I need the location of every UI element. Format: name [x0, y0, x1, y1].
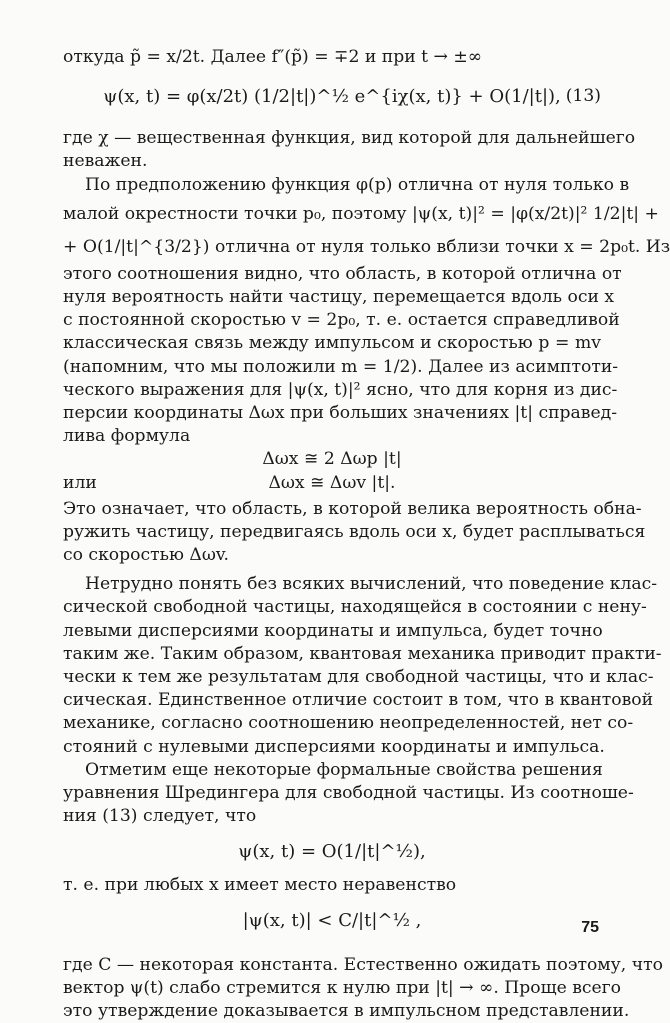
text-line: т. е. при любых x имеет место неравенство	[63, 875, 457, 896]
text-line: ния (13) следует, что	[63, 806, 257, 827]
text-line: со скоростью Δωv.	[63, 545, 229, 566]
formula-bound-1	[63, 828, 601, 874]
text-line: нуля вероятность найти частицу, перемещается вдоль оси x	[63, 287, 615, 308]
text-line: уравнения Шредингера для свободной частицы. Из соотноше-	[63, 783, 634, 804]
formula-delta-2-row	[63, 472, 601, 498]
text-line: персии координаты Δωx при больших значениях |t| справед-	[63, 403, 618, 424]
formula-13	[63, 69, 601, 127]
text-line: где χ — вещественная функция, вид которой для дальнейшего	[63, 128, 636, 149]
text-line: Отметим еще некоторые формальные свойства решения	[85, 759, 603, 780]
text-line: это утверждение доказывается в импульсном представлении.	[63, 1001, 630, 1022]
text-line: сическая. Единственное отличие состоит в том, что в квантовой	[63, 690, 654, 711]
equation: ψ(x, t) = O(1/|t|^½),	[238, 840, 426, 862]
text-line: откуда p̃ = x/2t. Далее f″(p̃) = ∓2 и при t → ±∞	[63, 47, 483, 67]
text-line: с постоянной скоростью v = 2p₀, т. е. остается справедливой	[63, 310, 620, 331]
text-line: чески к тем же результатам для свободной частицы, что и клас-	[63, 667, 654, 688]
text-line: таким же. Таким образом, квантовая механика приводит практи-	[63, 643, 662, 664]
equation: ψ(x, t) = φ(x/2t) (1/2|t|)^½ e^{iχ(x, t)} + O(1/|t|),	[103, 86, 561, 108]
formula-delta-2: Δωx ≅ Δωv |t|.	[268, 472, 396, 493]
text-line: классическая связь между импульсом и скоростью p = mv	[63, 333, 601, 354]
equation: |ψ(x, t)| < C/|t|^½ ,	[242, 910, 422, 932]
text-line: стояний с нулевыми дисперсиями координаты и импульса.	[63, 736, 605, 757]
text-line: механике, согласно соотношению неопределенностей, нет со-	[63, 713, 634, 734]
text-line: ружить частицу, передвигаясь вдоль оси x, будет расплываться	[63, 521, 646, 542]
text-line: Это означает, что область, в которой велика вероятность обна-	[63, 498, 642, 519]
equation-number: (13)	[565, 86, 601, 107]
formula-bound-2	[63, 898, 601, 944]
text-line: малой окрестности точки p₀, поэтому |ψ(x, t)|² = |φ(x/2t)|² 1/2|t| +	[63, 203, 659, 224]
text-line: левыми дисперсиями координаты и импульса, будет точно	[63, 620, 603, 641]
text-line: По предположению функция φ(p) отлична от нуля только в	[85, 174, 630, 195]
page-body	[63, 46, 670, 1023]
text-line: + O(1/|t|^{3/2}) отлична от нуля только вблизи точки x = 2p₀t. Из	[63, 236, 670, 257]
text-line: (напомним, что мы положили m = 1/2). Далее из асимптоти-	[63, 356, 619, 377]
text-line: где C — некоторая константа. Естественно ожидать поэтому, что	[63, 954, 663, 975]
text-line: ческого выражения для |ψ(x, t)|² ясно, что для корня из дис-	[63, 379, 618, 400]
text-line: вектор ψ(t) слабо стремится к нулю при |t| → ∞. Проще всего	[63, 977, 622, 998]
text-line: лива формула	[63, 426, 191, 447]
text-line: сической свободной частицы, находящейся в состоянии с нену-	[63, 597, 647, 618]
text-line: Нетрудно понять без всяких вычислений, что поведение клас-	[85, 574, 658, 595]
text-line: неважен.	[63, 151, 148, 172]
page-number: 75	[581, 919, 599, 936]
formula-delta-1: Δωx ≅ 2 Δωp |t|	[262, 449, 402, 470]
or-word: или	[63, 472, 97, 493]
text-line: этого соотношения видно, что область, в которой отлична от	[63, 263, 622, 284]
